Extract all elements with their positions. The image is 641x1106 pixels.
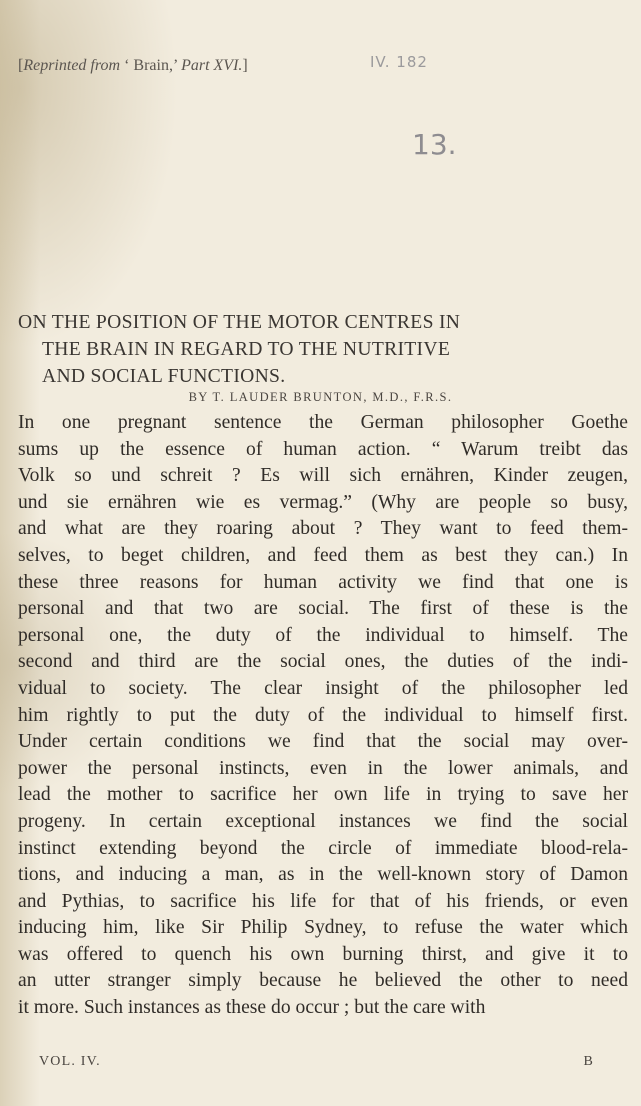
body-line: these three reasons for human activity we find that one is [18, 571, 628, 593]
body-line: vidual to society. The clear insight of the philosopher led [18, 677, 628, 699]
title-line: AND SOCIAL FUNCTIONS. [42, 366, 286, 387]
body-line: Under certain conditions we find that the social may over- [18, 731, 628, 753]
body-line: him rightly to put the duty of the individual to himself first. [18, 704, 628, 726]
body-line: an utter stranger simply because he believed the other to need [18, 970, 628, 992]
reprint-notice [18, 57, 248, 75]
reprint-bracket-open: [ [18, 57, 24, 74]
reprint-part: Part XVI. [181, 57, 243, 74]
body-line: und sie ernähren wie es vermag.” (Why are people so busy, [18, 491, 628, 513]
body-line: lead the mother to sacrifice her own life in trying to save her [18, 784, 628, 806]
title-line: THE BRAIN IN REGARD TO THE NUTRITIVE [42, 339, 451, 360]
title-line: ON THE POSITION OF THE MOTOR CENTRES IN [18, 312, 461, 333]
body-line: inducing him, like Sir Philip Sydney, to refuse the water which [18, 917, 628, 939]
reprint-journal: ‘ Brain,’ [120, 57, 182, 74]
body-text [18, 410, 628, 1022]
handwritten-number: 13. [412, 128, 457, 161]
body-line: selves, to beget children, and feed them as best they can.) In [18, 544, 628, 566]
reprint-bracket-close: ] [242, 57, 248, 74]
reprint-italic: Reprinted from [23, 57, 121, 74]
body-line: and what are they roaring about ? They want to feed them- [18, 518, 628, 540]
body-line: personal one, the duty of the individual to himself. The [18, 624, 628, 646]
body-line: progeny. In certain exceptional instances we find the social [18, 810, 628, 832]
body-line: In one pregnant sentence the German philosopher Goethe [18, 412, 628, 433]
body-line: and Pythias, to sacrifice his life for that of his friends, or even [18, 890, 628, 912]
body-line: Volk so und schreit ? Es will sich ernähren, Kinder zeugen, [18, 465, 628, 487]
body-line: personal and that two are social. The first of these is the [18, 598, 628, 620]
body-line: was offered to quench his own burning thirst, and give it to [18, 943, 628, 965]
article-title [18, 309, 628, 390]
body-line: tions, and inducing a man, as in the well-known story of Damon [18, 864, 628, 886]
volume-label: VOL. IV. [39, 1054, 101, 1069]
body-line: second and third are the social ones, the duties of the indi- [18, 651, 628, 673]
handwritten-reference: IV. 182 [370, 53, 428, 71]
body-line: power the personal instincts, even in the lower animals, and [18, 757, 628, 779]
body-line: instinct extending beyond the circle of immediate blood-rela- [18, 837, 628, 859]
signature-mark: B [583, 1054, 594, 1069]
body-line: sums up the essence of human action. “ Warum treibt das [18, 438, 628, 460]
body-line: it more. Such instances as these do occur ; but the care with [18, 997, 486, 1019]
author-byline: BY T. LAUDER BRUNTON, M.D., F.R.S. [188, 390, 453, 404]
